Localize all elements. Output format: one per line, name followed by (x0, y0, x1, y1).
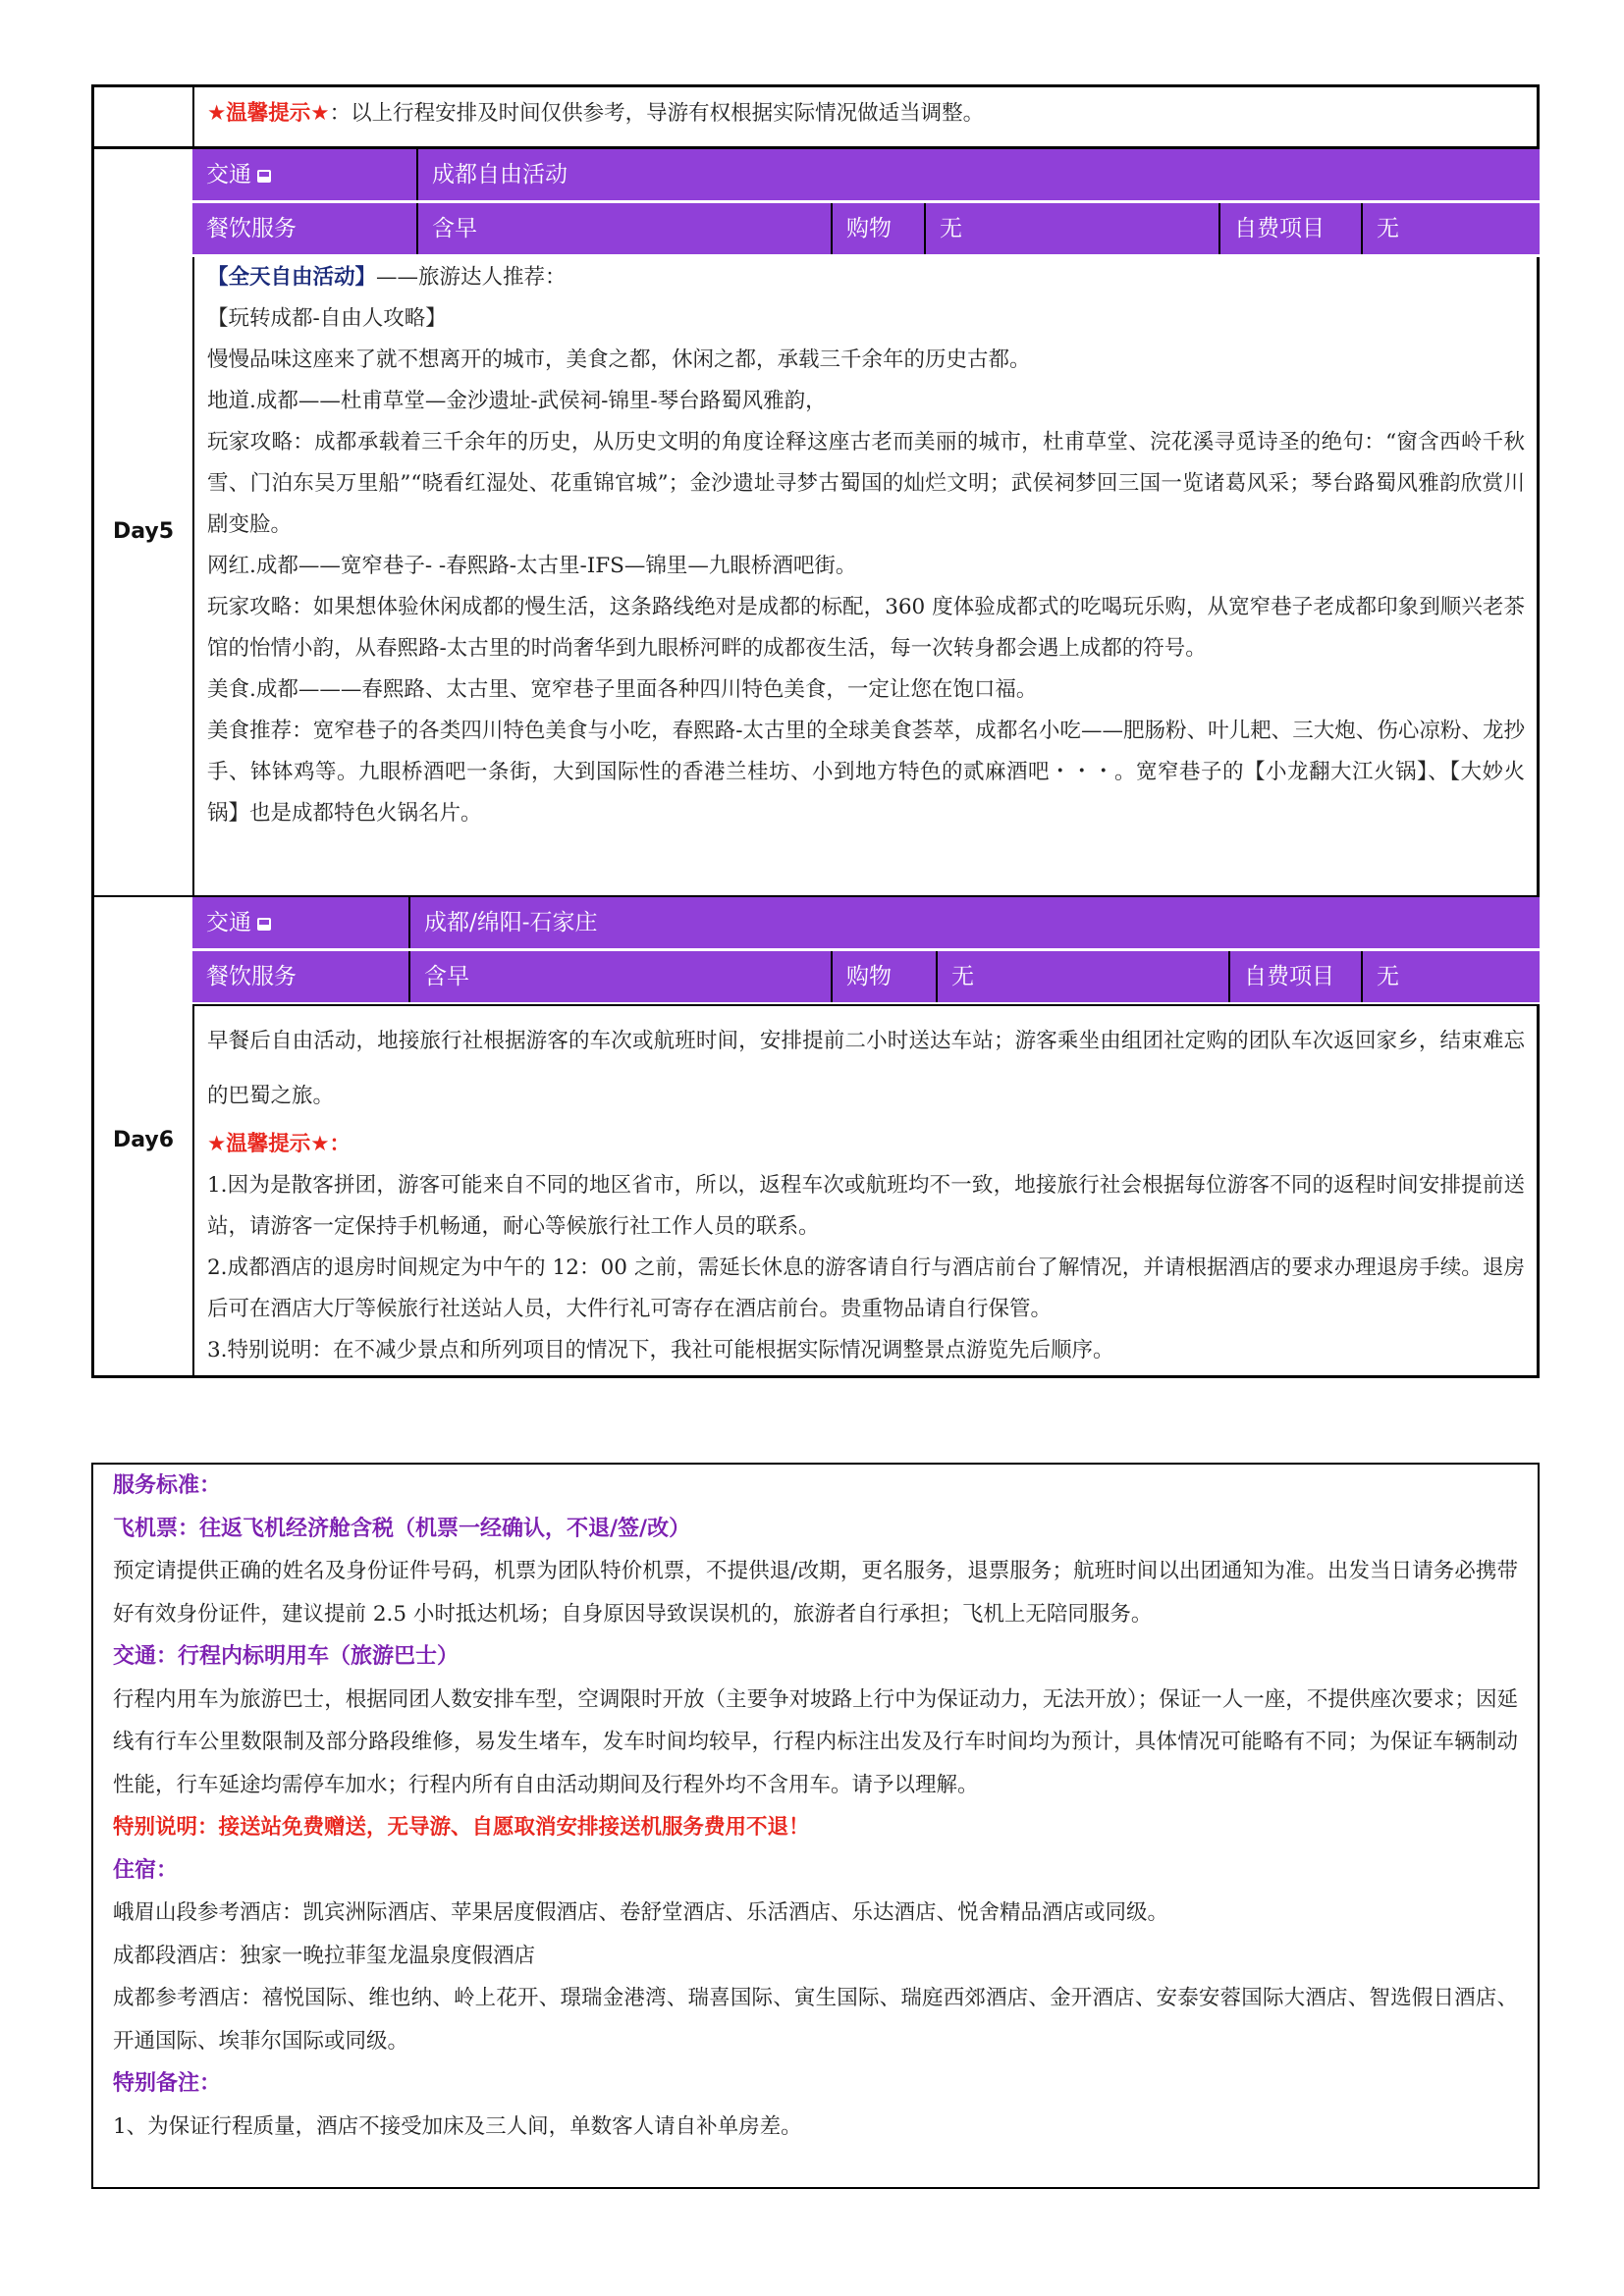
day6-meal-label: 餐饮服务 (206, 964, 297, 989)
day5-meal-label: 餐饮服务 (206, 216, 297, 241)
day6-tip: 2.成都酒店的退房时间规定为中午的 12：00 之前，需延长休息的游客请自行与酒店前台了解情况，并请根据酒店的要求办理退房手续。退房后可在酒店大厅等候旅行社送站人员，大件行礼可寄存在酒店前台。贵重物品请自行保管。 (207, 1255, 1525, 1321)
day5-line: 玩家攻略：如果想体验休闲成都的慢生活，这条路线绝对是成都的标配，360 度体验成都式的吃喝玩乐购，从宽窄巷子老成都印象到顺兴老茶馆的怡情小韵，从春熙路-太古里的时尚奢华到九眼桥河畔的成都夜生活，每一次转身都会遇上成都的符号。 (207, 595, 1525, 661)
transport-title: 交通：行程内标明用车（旅游巴士） (113, 1644, 460, 1669)
day5-transport-value: 成都自由活动 (432, 162, 568, 187)
day6-selfpay-value: 无 (1377, 964, 1399, 989)
service-standards (91, 1463, 1540, 2189)
top-note-label: ★温馨提示★ (207, 101, 330, 126)
top-note (207, 93, 984, 134)
day5-line: 慢慢品味这座来了就不想离开的城市，美食之都，休闲之都，承载三千余年的历史古都。 (207, 347, 1031, 372)
day5-line: 玩家攻略：成都承载着三千余年的历史，从历史文明的角度诠释这座古老而美丽的城市，杜甫草堂、浣花溪寻觅诗圣的绝句：“窗含西岭千秋雪、门泊东吴万里船”“晓看红湿处、花重锦官城”；金沙遗址寻梦古蜀国的灿烂文明；武侯祠梦回三国一览诸葛风采；琴台路蜀风雅韵欣赏川剧变脸。 (207, 430, 1525, 537)
day6-shop-value: 无 (951, 964, 974, 989)
hotel-line: 成都参考酒店：禧悦国际、维也纳、岭上花开、璟瑞金港湾、瑞喜国际、寅生国际、瑞庭西郊酒店、金开酒店、安泰安蓉国际大酒店、智选假日酒店、开通国际、埃菲尔国际或同级。 (113, 1986, 1518, 2054)
service-title: 服务标准： (113, 1473, 222, 1498)
day6-tip: 1.因为是散客拼团，游客可能来自不同的地区省市，所以，返程车次或航班均不一致，地接旅行社会根据每位游客不同的返程时间安排提前送站，请游客一定保持手机畅通，耐心等候旅行社工作人员的联系。 (207, 1173, 1525, 1239)
day5-transport-label-cell (192, 149, 416, 200)
day6-tip: 3.特别说明：在不减少景点和所列项目的情况下，我社可能根据实际情况调整景点游览先后顺序。 (207, 1338, 1114, 1362)
day5-line: 【全天自由活动】——旅游达人推荐： (207, 265, 567, 290)
day5-content (207, 257, 1525, 834)
day5-meal-bar (192, 203, 1540, 257)
day5-line: 地道.成都——杜甫草堂—金沙遗址-武侯祠-锦里-琴台路蜀风雅韵， (207, 389, 827, 413)
day6-transport-value: 成都/绵阳-石家庄 (424, 910, 598, 935)
day5-shop-label: 购物 (846, 216, 892, 241)
day6-transport-bar (192, 897, 1540, 951)
bus-icon (257, 170, 271, 183)
day5-shop-value: 无 (940, 216, 962, 241)
day6-selfpay-label: 自费项目 (1244, 964, 1334, 989)
day6-transport-label-cell (192, 897, 408, 948)
transport-text: 行程内用车为旅游巴士，根据同团人数安排车型，空调限时开放（主要争对坡路上行中为保证动力，无法开放）；保证一人一座，不提供座次要求；因延线有行车公里数限制及部分路段维修，易发生堵车，发车时间均较早，行程内标注出发及行车时间均为预计，具体情况可能略有不同；为保证车辆制动性能，行车延途均需停车加水；行程内所有自由活动期间及行程外均不含用车。请予以理解。 (113, 1686, 1518, 1797)
day5-line: 网红.成都——宽窄巷子- -春熙路-太古里-IFS—锦里—九眼桥酒吧街。 (207, 554, 857, 578)
day6-shop-label: 购物 (846, 964, 892, 989)
hotel-line: 峨眉山段参考酒店：凯宾洲际酒店、苹果居度假酒店、卷舒堂酒店、乐活酒店、乐达酒店、悦舍精品酒店或同级。 (113, 1900, 1169, 1925)
remark-text: 1、为保证行程质量，酒店不接受加床及三人间，单数客人请自补单房差。 (113, 2113, 802, 2139)
special-note: 特别说明：接送站免费赠送，无导游、自愿取消安排接送机服务费用不退！ (113, 1815, 810, 1840)
day5-selfpay-value: 无 (1377, 216, 1399, 241)
day6-meal-value: 含早 (424, 964, 469, 989)
day5-transport-bar (192, 149, 1540, 203)
flight-text: 预定请提供正确的姓名及身份证件号码，机票为团队特价机票，不提供退/改期，更名服务，退票服务；航班时间以出团通知为准。出发当日请务必携带好有效身份证件，建议提前 2.5 小时抵达机场；自身原因导致误误机的，旅游者自行承担；飞机上无陪同服务。 (113, 1559, 1518, 1627)
hotel-line: 成都段酒店：独家一晚拉菲玺龙温泉度假酒店 (113, 1943, 536, 1968)
bus-icon (257, 918, 271, 931)
day6-intro: 早餐后自由活动，地接旅行社根据游客的车次或航班时间，安排提前二小时送达车站；游客乘坐由组团社定购的团队车次返回家乡，结束难忘的巴蜀之旅。 (207, 1029, 1525, 1108)
day6-transport-label: 交通 (206, 910, 251, 935)
day5-line: 美食推荐：宽窄巷子的各类四川特色美食与小吃，春熙路-太古里的全球美食荟萃，成都名小吃——肥肠粉、叶儿耙、三大炮、伤心凉粉、龙抄手、钵钵鸡等。九眼桥酒吧一条街，大到国际性的香港兰桂坊、小到地方特色的贰麻酒吧・・・。宽窄巷子的【小龙翻大江火锅】、【大妙火锅】也是成都特色火锅名片。 (207, 719, 1525, 826)
day5-transport-label: 交通 (206, 162, 251, 187)
day6-label: Day6 (112, 1128, 175, 1152)
remark-title: 特别备注： (113, 2071, 222, 2096)
day6-tip-label: ★温馨提示★： (207, 1132, 352, 1156)
day5-selfpay-label: 自费项目 (1234, 216, 1325, 241)
day5-line: 【玩转成都-自由人攻略】 (207, 306, 447, 331)
itinerary-table (91, 84, 1540, 1378)
hotel-title: 住宿： (113, 1857, 179, 1883)
top-note-text: ：以上行程安排及时间仅供参考，导游有权根据实际情况做适当调整。 (329, 101, 985, 126)
day6-meal-bar (192, 951, 1540, 1005)
day5-label: Day5 (112, 519, 175, 544)
day6-content (207, 1014, 1525, 1371)
day5-line: 美食.成都———春熙路、太古里、宽窄巷子里面各种四川特色美食，一定让您在饱口福。 (207, 677, 1038, 702)
flight-title: 飞机票：往返飞机经济舱含税（机票一经确认，不退/签/改） (113, 1516, 691, 1541)
day5-meal-value: 含早 (432, 216, 477, 241)
